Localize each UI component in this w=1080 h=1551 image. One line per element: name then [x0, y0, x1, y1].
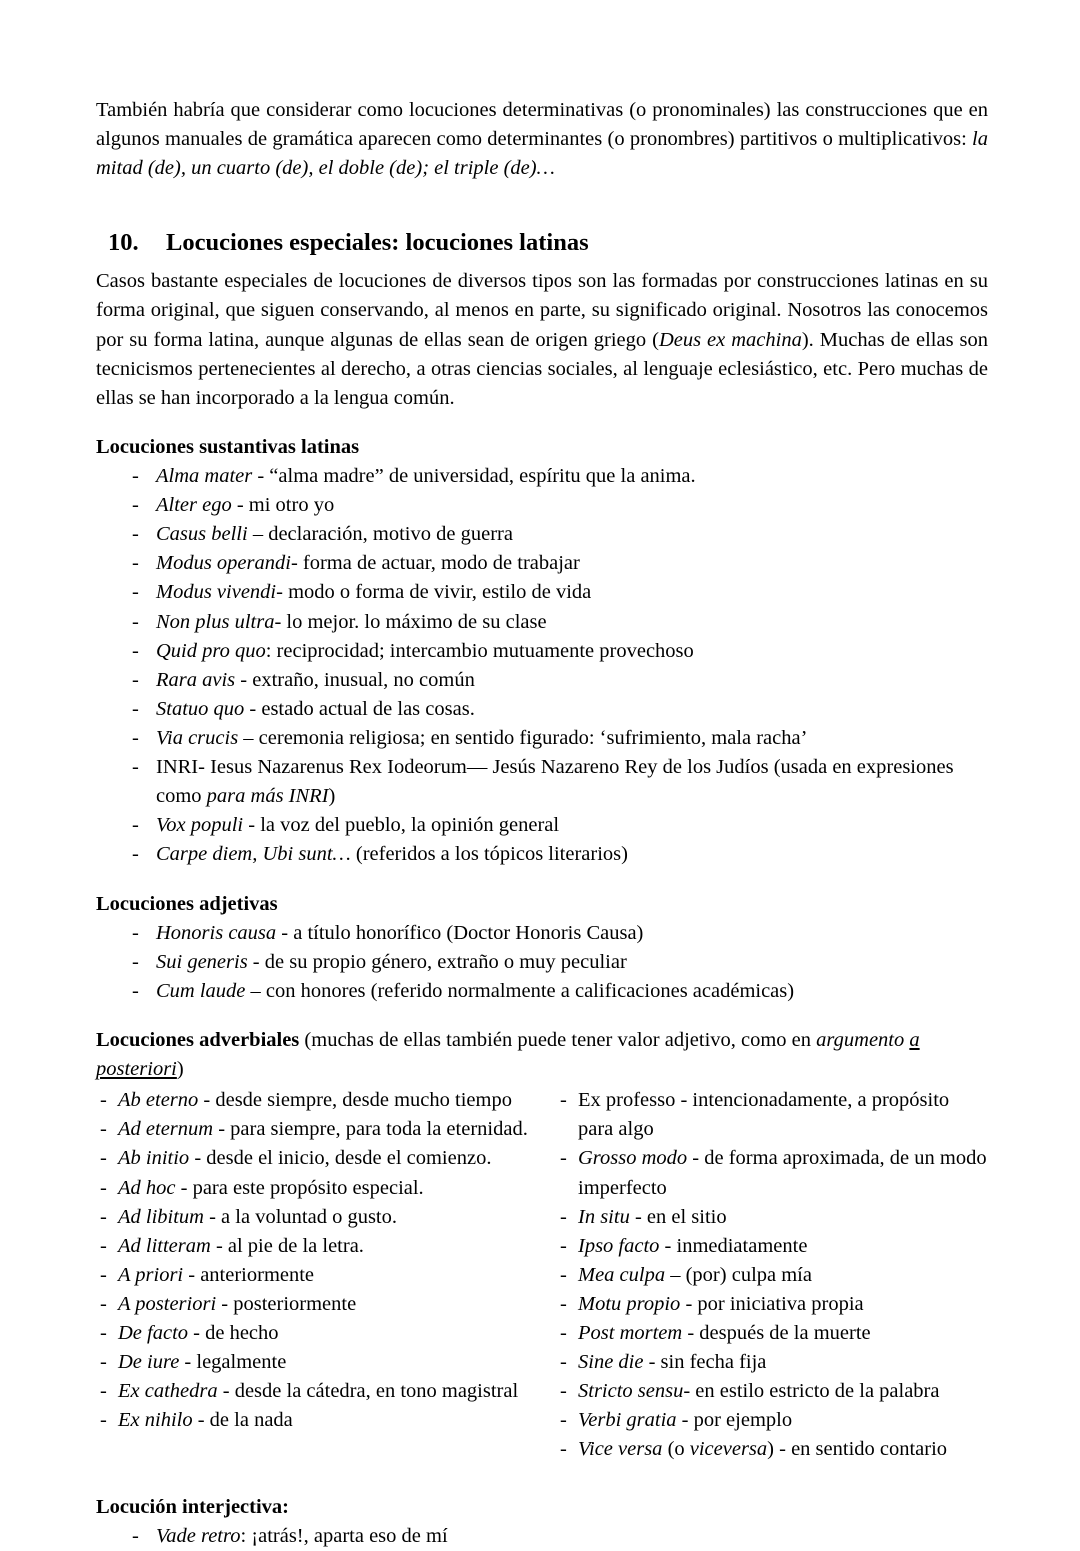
gloss-italic: viceversa: [689, 1438, 768, 1461]
latin-term: A priori: [118, 1263, 184, 1286]
group-interjectiva: [96, 1493, 988, 1551]
latin-term: Vice versa: [578, 1438, 663, 1461]
gloss: (referidos a los tópicos literarios): [350, 843, 628, 866]
list-item: [556, 1144, 988, 1202]
section-body-paragraph: [96, 267, 988, 413]
list-adverbiales-left: [96, 1086, 542, 1435]
latin-term: Mea culpa: [578, 1263, 666, 1286]
list-item: [96, 491, 988, 520]
latin-term: De facto: [118, 1322, 189, 1345]
list-item: [96, 1522, 988, 1551]
list-item: [556, 1406, 988, 1435]
latin-term: Ab initio: [118, 1147, 190, 1170]
latin-term: Motu propio: [578, 1292, 681, 1315]
gloss: - estado actual de las cosas.: [244, 697, 475, 720]
latin-term: Ipso facto: [578, 1234, 660, 1257]
gloss: - desde el inicio, desde el comienzo.: [189, 1147, 492, 1170]
latin-term: Ex nihilo: [118, 1409, 193, 1432]
list-item: [96, 1377, 542, 1406]
list-item: [96, 840, 988, 869]
list-item: [96, 695, 988, 724]
gloss: - a título honorífico (Doctor Honoris Causa): [276, 921, 644, 944]
list-item: [96, 578, 988, 607]
gloss: - intencionadamente, a propósito para algo: [578, 1089, 950, 1141]
gloss: - de forma aproximada, de un modo imperfecto: [578, 1147, 987, 1199]
list-item: [96, 948, 988, 977]
section-title: Locuciones especiales: locuciones latinas: [166, 229, 589, 257]
intro-paragraph-text: También habría que considerar como locuciones determinativas (o pronominales) las construcciones que en algunos manuales de gramática aparecen como determinantes (o pronombres) partitivos o multiplicativos:: [96, 99, 988, 151]
latin-term: Verbi gratia: [578, 1409, 677, 1432]
gloss: – (por) culpa mía: [665, 1263, 812, 1286]
gloss-tail: ): [328, 785, 336, 808]
gloss: : ¡atrás!, aparta eso de mí: [240, 1524, 448, 1547]
list-item: [96, 549, 988, 578]
latin-term: Quid pro quo: [156, 639, 266, 662]
gloss: - mi otro yo: [231, 494, 335, 517]
latin-term: Carpe diem, Ubi sunt…: [156, 843, 351, 866]
gloss: - anteriormente: [183, 1263, 315, 1286]
gloss: - después de la muerte: [682, 1322, 871, 1345]
latin-term: Post mortem: [578, 1322, 683, 1345]
list-item: [556, 1377, 988, 1406]
gloss: - desde la cátedra, en tono magistral: [217, 1380, 519, 1403]
gloss: - forma de actuar, modo de trabajar: [290, 552, 580, 575]
gloss: - legalmente: [179, 1351, 287, 1374]
list-item: [556, 1086, 988, 1144]
latin-term: Casus belli: [156, 523, 248, 546]
list-item: [96, 1174, 542, 1203]
section-body-part-1: Casos bastante especiales de locuciones de diversos tipos son las formadas por construcciones latinas en su forma original, que siguen conservando, al menos en parte, su significado original. Nosotros las conocemos por su forma latina, aunque algunas de ellas sean de origen griego (: [96, 270, 988, 351]
latin-term: Ex cathedra: [118, 1380, 218, 1403]
latin-term: Grosso modo: [578, 1147, 688, 1170]
list-item: [556, 1203, 988, 1232]
latin-term: Ex professo: [578, 1089, 676, 1112]
latin-term: Ab eterno: [118, 1089, 199, 1112]
latin-term: Rara avis: [156, 668, 236, 691]
gloss: - en estilo estricto de la palabra: [683, 1380, 940, 1403]
list-item: [96, 811, 988, 840]
list-sustantivas: [96, 462, 988, 870]
latin-term: Alter ego: [156, 494, 232, 517]
gloss: - en el sitio: [629, 1205, 727, 1228]
latin-term: In situ: [578, 1205, 630, 1228]
list-item: [96, 1086, 542, 1115]
list-item: [96, 724, 988, 753]
section-body-italic: Deus ex machina: [658, 328, 802, 351]
list-item: [556, 1232, 988, 1261]
group-adverbiales: [96, 1026, 988, 1465]
gloss-tail: ) - en sentido contario: [767, 1438, 948, 1461]
latin-term: De iure: [118, 1351, 180, 1374]
group-title-adverbiales-note-1: (muchas de ellas también puede tener valor adjetivo, como en: [299, 1028, 817, 1051]
list-item: [96, 608, 988, 637]
list-adverbiales-right: [556, 1086, 988, 1464]
latin-term: Sine die: [578, 1351, 644, 1374]
latin-term: Ad litteram: [118, 1234, 211, 1257]
latin-term: Via crucis: [156, 726, 239, 749]
gloss-italic: para más INRI: [206, 785, 329, 808]
intro-paragraph-italic: la mitad (de), un cuarto (de), el doble (de); el triple (de)…: [96, 128, 988, 180]
gloss: : reciprocidad; intercambio mutuamente provechoso: [265, 639, 694, 662]
list-item: [96, 462, 988, 491]
list-item: [96, 637, 988, 666]
adverbiales-right-column: [542, 1086, 988, 1464]
latin-term: Modus operandi: [156, 552, 291, 575]
section-number: 10.: [108, 229, 139, 257]
group-title-adverbiales-bold: Locuciones adverbiales: [96, 1028, 300, 1051]
list-item: [96, 1203, 542, 1232]
latin-term: Cum laude: [156, 979, 246, 1002]
gloss: – declaración, motivo de guerra: [247, 523, 513, 546]
gloss: - la voz del pueblo, la opinión general: [243, 814, 560, 837]
section-body-part-2: ). Muchas de ellas son tecnicismos pertenecientes al derecho, a otras ciencias sociales, al lenguaje eclesiástico, etc. Pero muchas de ellas se han incorporado a la lengua común.: [96, 328, 988, 409]
list-item: [556, 1319, 988, 1348]
list-item: [96, 977, 988, 1006]
gloss: - de la nada: [192, 1409, 293, 1432]
latin-term: Ad libitum: [118, 1205, 204, 1228]
gloss: - inmediatamente: [659, 1234, 808, 1257]
latin-term: Modus vivendi: [156, 581, 277, 604]
list-item: [96, 1406, 542, 1435]
latin-term: Statuo quo: [156, 697, 245, 720]
list-item: [96, 1115, 542, 1144]
group-title-interjectiva: Locución interjectiva:: [96, 1495, 289, 1518]
latin-term: Alma mater: [156, 464, 253, 487]
intro-paragraph: [96, 96, 988, 183]
list-interjectiva: [96, 1522, 988, 1551]
list-item: [96, 520, 988, 549]
latin-term: Ad hoc: [118, 1176, 176, 1199]
group-sustantivas: [96, 433, 988, 870]
gloss: - lo mejor. lo máximo de su clase: [274, 610, 547, 633]
list-item: [96, 666, 988, 695]
list-item: [556, 1261, 988, 1290]
latin-term: Honoris causa: [156, 921, 277, 944]
gloss: - posteriormente: [216, 1292, 357, 1315]
list-item: [96, 1261, 542, 1290]
latin-term: A posteriori: [118, 1292, 217, 1315]
gloss: - por ejemplo: [676, 1409, 793, 1432]
gloss: INRI- Iesus Nazarenus Rex Iodeorum— Jesús Nazareno Rey de los Judíos (usada en expresiones como: [156, 756, 954, 808]
gloss: - sin fecha fija: [643, 1351, 767, 1374]
list-item: [556, 1435, 988, 1464]
gloss: – con honores (referido normalmente a calificaciones académicas): [245, 979, 795, 1002]
group-title-adverbiales-note-2: ): [176, 1058, 184, 1081]
list-item: [556, 1290, 988, 1319]
list-item: [96, 1144, 542, 1173]
list-item: [96, 1348, 542, 1377]
latin-term: Vox populi: [156, 814, 244, 837]
gloss: - modo o forma de vivir, estilo de vida: [276, 581, 592, 604]
section-heading: [96, 229, 988, 257]
list-item: [96, 1290, 542, 1319]
gloss: - a la voluntad o gusto.: [203, 1205, 397, 1228]
gloss: - “alma madre” de universidad, espíritu que la anima.: [252, 464, 696, 487]
adverbiales-left-column: [96, 1086, 542, 1464]
list-item: [96, 1319, 542, 1348]
list-item: [96, 753, 988, 811]
gloss: - de hecho: [188, 1322, 279, 1345]
latin-term: Stricto sensu: [578, 1380, 684, 1403]
gloss: - por iniciativa propia: [680, 1292, 864, 1315]
gloss: - al pie de la letra.: [210, 1234, 364, 1257]
gloss: (o: [662, 1438, 690, 1461]
group-title-sustantivas: Locuciones sustantivas latinas: [96, 435, 360, 458]
latin-term: Ad eternum: [118, 1118, 214, 1141]
gloss: – ceremonia religiosa; en sentido figurado: ‘sufrimiento, mala racha’: [238, 726, 808, 749]
latin-term: Vade retro: [156, 1524, 241, 1547]
gloss: - extraño, inusual, no común: [235, 668, 475, 691]
list-adjetivas: [96, 919, 988, 1006]
adverbiales-columns: [96, 1086, 988, 1464]
group-adjetivas: [96, 890, 988, 1006]
gloss: - de su propio género, extraño o muy peculiar: [247, 950, 627, 973]
list-item: [96, 1232, 542, 1261]
group-title-adjetivas: Locuciones adjetivas: [96, 892, 278, 915]
latin-term: Sui generis: [156, 950, 248, 973]
list-item: [556, 1348, 988, 1377]
group-title-adverbiales-underline: a posteriori: [96, 1028, 920, 1081]
gloss: - desde siempre, desde mucho tiempo: [198, 1089, 512, 1112]
group-title-adverbiales: [96, 1026, 988, 1084]
gloss: - para este propósito especial.: [175, 1176, 424, 1199]
list-item: [96, 919, 988, 948]
gloss: - para siempre, para toda la eternidad.: [213, 1118, 528, 1141]
group-title-adverbiales-italic: argumento: [816, 1028, 910, 1051]
latin-term: Non plus ultra: [156, 610, 275, 633]
